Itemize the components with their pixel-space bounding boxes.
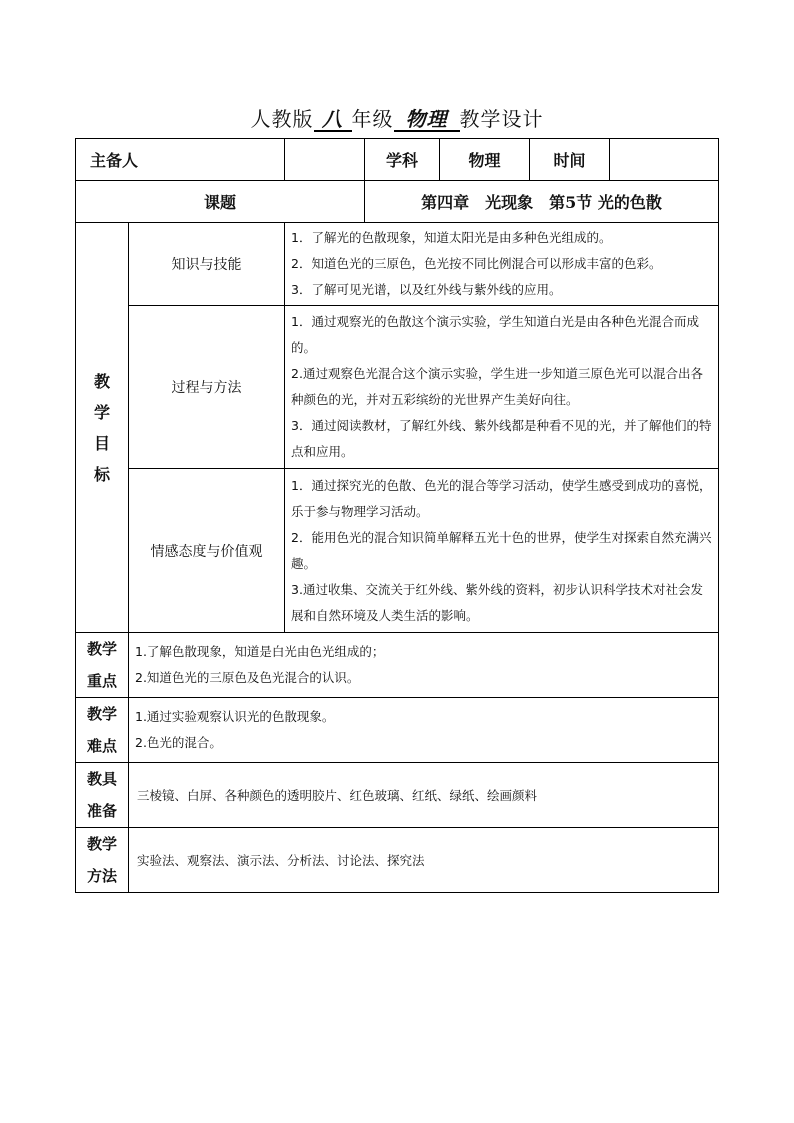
- header-row: [76, 139, 719, 181]
- methods-row: [76, 828, 719, 893]
- objective-row-knowledge: [76, 223, 719, 306]
- key-points-label: 教学 重点: [76, 633, 129, 698]
- objective-items: 1．通过观察光的色散这个演示实验，学生知道白光是由各种色光混合而成的。 2.通过观察色光混合这个演示实验，学生进一步知道三原色光可以混合出各种颜色的光，并对五彩缤纷的光世界产生美好向往。 3．通过阅读教材，了解红外线、紫外线都是种看不见的光，并了解他们的特点和应用。: [285, 306, 719, 469]
- lesson-plan-table: [75, 138, 719, 893]
- objective-category: 过程与方法: [129, 306, 285, 469]
- subject-value: 物理: [440, 139, 530, 181]
- difficulties-row: [76, 698, 719, 763]
- topic-value: 第四章 光现象 第5节 光的色散: [365, 181, 719, 223]
- key-points-items: 1.了解色散现象，知道是白光由色光组成的； 2.知道色光的三原色及色光混合的认识。: [129, 633, 719, 698]
- title-subject: 物理: [394, 108, 460, 132]
- materials-value: 三棱镜、白屏、各种颜色的透明胶片、红色玻璃、红纸、绿纸、绘画颜料: [129, 763, 719, 828]
- key-points-row: [76, 633, 719, 698]
- preparer-label: 主备人: [76, 139, 285, 181]
- objective-category: 知识与技能: [129, 223, 285, 306]
- materials-label: 教具 准备: [76, 763, 129, 828]
- difficulties-items: 1.通过实验观察认识光的色散现象。 2.色光的混合。: [129, 698, 719, 763]
- objective-items: 1．了解光的色散现象，知道太阳光是由多种色光组成的。 2．知道色光的三原色，色光按不同比例混合可以形成丰富的色彩。 3．了解可见光谱，以及红外线与紫外线的应用。: [285, 223, 719, 306]
- topic-label: 课题: [76, 181, 365, 223]
- title-suffix: 教学设计: [459, 107, 544, 131]
- time-value: [610, 139, 719, 181]
- time-label: 时间: [530, 139, 610, 181]
- subject-label: 学科: [365, 139, 440, 181]
- objectives-label: 教 学 目 标: [76, 223, 129, 633]
- objective-row-attitude: [76, 469, 719, 633]
- title-grade: 八: [314, 108, 352, 132]
- methods-value: 实验法、观察法、演示法、分析法、讨论法、探究法: [129, 828, 719, 893]
- objective-row-process: [76, 306, 719, 469]
- topic-row: [76, 181, 719, 223]
- title-middle: 年级: [351, 107, 394, 131]
- preparer-value: [285, 139, 365, 181]
- objective-category: 情感态度与价值观: [129, 469, 285, 633]
- title-prefix: 人教版: [250, 107, 314, 131]
- page-title: [0, 103, 794, 132]
- objective-items: 1．通过探究光的色散、色光的混合等学习活动，使学生感受到成功的喜悦，乐于参与物理学习活动。 2．能用色光的混合知识简单解释五光十色的世界，使学生对探索自然充满兴趣。 3.通过收集、交流关于红外线、紫外线的资料，初步认识科学技术对社会发展和自然环境及人类生活的影响。: [285, 469, 719, 633]
- difficulties-label: 教学 难点: [76, 698, 129, 763]
- methods-label: 教学 方法: [76, 828, 129, 893]
- materials-row: [76, 763, 719, 828]
